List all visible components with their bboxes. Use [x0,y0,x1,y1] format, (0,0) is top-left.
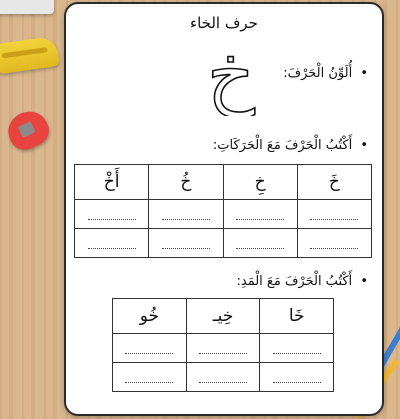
writing-blank[interactable] [297,200,371,229]
writing-blank[interactable] [113,334,187,363]
writing-blank[interactable] [186,363,260,392]
writing-blank[interactable] [113,363,187,392]
table-row [113,334,334,363]
writing-blank[interactable] [223,200,297,229]
harakat-cell-3: خُ [149,165,223,200]
section-madd [237,274,369,289]
worksheet-title: حرف الخاء [190,14,258,32]
madd-cell-3: خُو [113,299,187,334]
section-madd-label: أَكْتُبُ الْحَرْفَ مَعَ الْمَدِ: [236,274,353,289]
madd-cell-2: خِيـ [186,299,260,334]
harakat-cell-1: خَ [297,165,371,200]
harakat-table [74,164,372,258]
table-row-header [113,299,334,334]
table-row [75,200,372,229]
writing-blank[interactable] [149,200,223,229]
bullet: • [360,138,368,153]
table-row [113,363,334,392]
writing-blank[interactable] [260,334,334,363]
writing-blank[interactable] [223,229,297,258]
madd-table [112,298,334,392]
section-harakat [213,138,368,153]
worksheet [64,2,384,416]
writing-blank[interactable] [149,229,223,258]
madd-cell-1: خَا [260,299,334,334]
section-color-letter-label: أُلَوِّنُ الْحَرْفَ: [283,66,353,81]
stapler [0,36,60,74]
bullet: • [360,66,368,81]
section-harakat-label: أَكْتُبُ الْحَرْفَ مَعَ الْحَرَكَاتِ: [212,138,353,153]
writing-blank[interactable] [75,200,149,229]
writing-blank[interactable] [75,229,149,258]
section-color-letter [283,66,368,81]
pencil-sharpener [2,105,53,155]
writing-blank[interactable] [260,363,334,392]
writing-blank[interactable] [186,334,260,363]
writing-blank[interactable] [297,229,371,258]
harakat-cell-4: أَخْ [75,165,149,200]
keyboard [0,0,54,14]
bullet: • [360,274,368,289]
big-letter-outline[interactable] [196,36,266,116]
table-row-header [75,165,372,200]
table-row [75,229,372,258]
big-letter-glyph: خ [207,36,255,116]
harakat-cell-2: خِ [223,165,297,200]
